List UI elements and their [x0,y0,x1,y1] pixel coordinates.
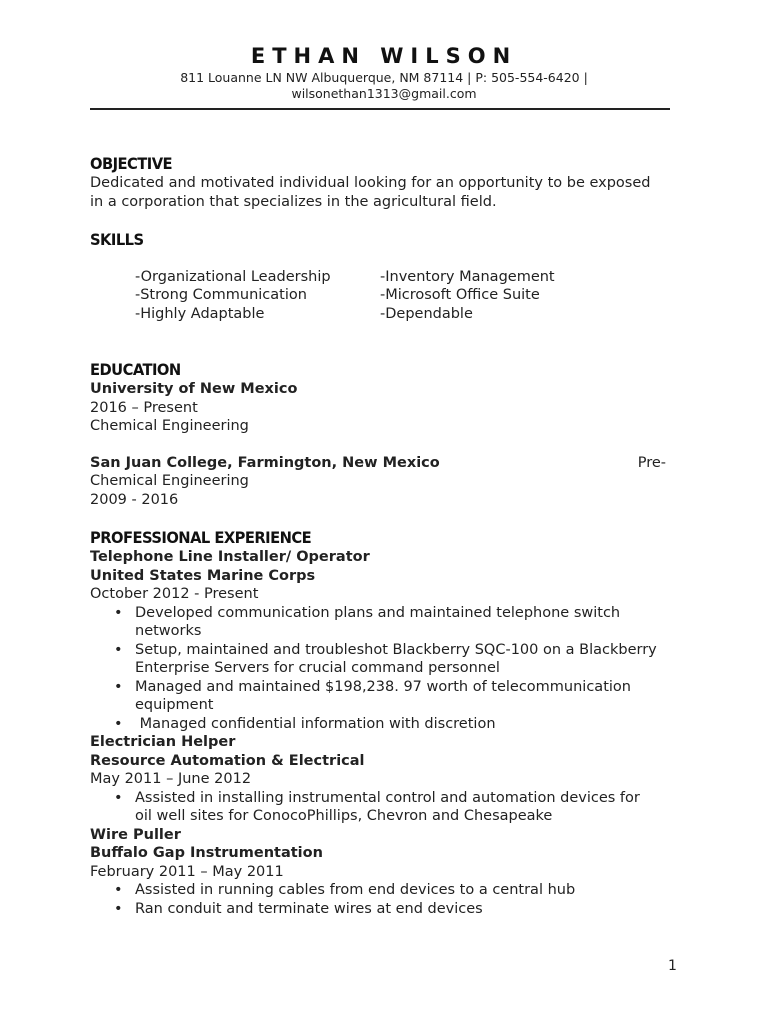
candidate-name: ETHAN WILSON [250,44,518,68]
skill-item: -Microsoft Office Suite [380,287,540,304]
duty-text: Assisted in running cables from end devices to a central hub [135,882,576,898]
job-duties [90,789,690,826]
objective-line: Dedicated and motivated individual looking for an opportunity to be exposed [90,175,651,191]
job-title: Telephone Line Installer/ Operator [90,549,370,565]
experience-section [90,528,690,918]
skill-item: -Highly Adaptable [135,305,265,322]
skill-item: -Strong Communication [135,287,307,304]
job-organization: Buffalo Gap Instrumentation [90,845,323,861]
skills-heading: SKILLS [90,230,144,249]
job-dates: February 2011 – May 2011 [90,863,284,880]
job-title: Wire Puller [90,826,181,843]
job-duties [90,881,690,918]
job-organization: United States Marine Corps [90,567,316,584]
school-dates: 2016 – Present [90,399,198,416]
job-title: Electrician Helper [90,734,236,750]
duty-text: Assisted in installing instrumental control and automation devices for [135,789,640,806]
duty-item [114,715,690,734]
duty-text: networks [135,623,202,639]
duty-text: Managed and maintained $198,238. 97 worth of telecommunication [135,678,631,695]
skills-section [90,230,690,322]
contact-address-phone: 811 Louanne LN NW Albuquerque, NM 87114 | P: 505-554-6420 | [180,70,588,85]
bullet-icon: • [114,604,123,621]
duty-text: Setup, maintained and troubleshot Blackberry SQC-100 on a Blackberry [135,641,657,658]
bullet-icon: • [114,715,123,732]
objective-heading: OBJECTIVE [90,154,173,173]
objective-section [90,154,650,211]
duty-item [114,641,690,678]
job-entry [90,548,690,733]
duty-text: Developed communication plans and maintained telephone switch [135,604,621,621]
school-entry [90,454,690,473]
duty-text: Enterprise Servers for crucial command personnel [135,660,500,676]
objective-line: in a corporation that specializes in the agricultural field. [90,193,497,210]
page-number: 1 [668,958,677,974]
bullet-icon: • [114,900,123,917]
education-section [90,360,690,509]
contact-info [170,70,598,102]
school-name: University of New Mexico [90,381,298,397]
duty-item [114,678,690,715]
school-dates: 2009 - 2016 [90,491,179,508]
duty-text: equipment [135,697,214,713]
experience-heading: PROFESSIONAL EXPERIENCE [90,528,312,547]
duty-item [114,789,690,826]
header-divider [90,108,670,110]
duty-item [114,881,690,900]
skills-row [135,305,635,323]
job-dates: October 2012 - Present [90,586,259,602]
job-dates: May 2011 – June 2012 [90,771,252,787]
skills-row [135,268,635,286]
education-heading: EDUCATION [90,360,181,379]
skill-item: -Dependable [380,305,473,322]
duty-item [114,900,690,919]
job-entry [90,826,690,919]
duty-text: Managed confidential information with discretion [135,715,496,732]
skill-item: -Organizational Leadership [135,269,331,285]
skills-list [135,268,635,323]
bullet-icon: • [114,789,123,806]
skill-item: -Inventory Management [380,269,555,285]
skills-row [135,286,635,304]
school-program-prefix: Pre- [637,454,666,471]
contact-email: wilsonethan1313@gmail.com [291,86,477,101]
bullet-icon: • [114,641,123,658]
school-program: Chemical Engineering [90,473,249,489]
school-program: Chemical Engineering [90,418,249,434]
school-name: San Juan College, Farmington, New Mexico [90,454,440,471]
bullet-icon: • [114,882,123,898]
duty-text: oil well sites for ConocoPhillips, Chevron and Chesapeake [135,808,553,824]
duty-text: Ran conduit and terminate wires at end devices [135,900,483,917]
job-duties [90,604,690,734]
job-entry [90,733,690,826]
duty-item [114,604,690,641]
job-organization: Resource Automation & Electrical [90,752,365,769]
bullet-icon: • [114,678,123,695]
